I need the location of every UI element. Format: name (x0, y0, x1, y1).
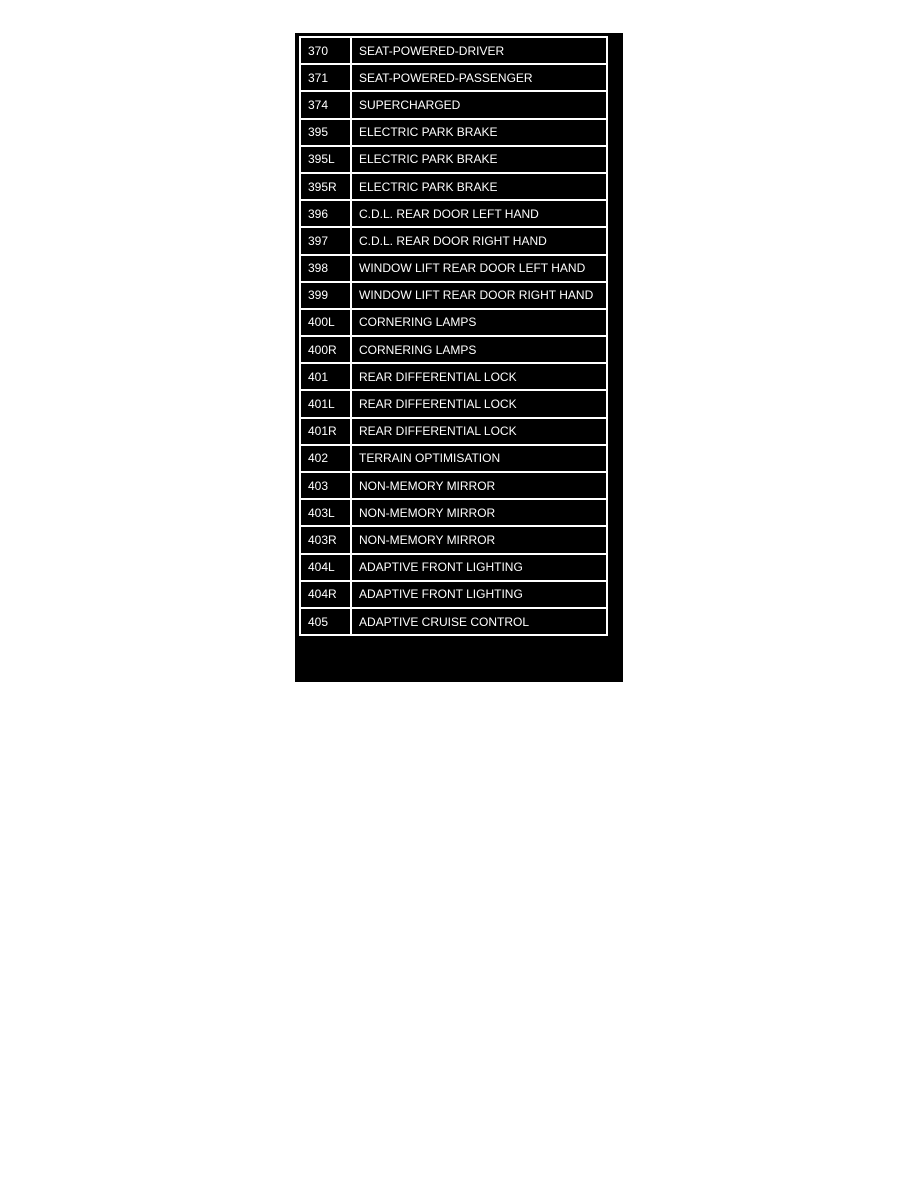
option-description-cell: WINDOW LIFT REAR DOOR RIGHT HAND (351, 282, 607, 309)
table-row (300, 255, 607, 282)
table-row (300, 608, 607, 635)
option-code-cell: 404L (300, 554, 351, 581)
option-description-cell: SEAT-POWERED-DRIVER (351, 37, 607, 64)
table-row (300, 119, 607, 146)
table-row (300, 390, 607, 417)
option-code-cell: 401R (300, 418, 351, 445)
code-table-panel (295, 33, 623, 682)
option-description-cell: REAR DIFFERENTIAL LOCK (351, 418, 607, 445)
table-row (300, 282, 607, 309)
option-code-cell: 404R (300, 581, 351, 608)
option-code-cell: 395R (300, 173, 351, 200)
table-row (300, 200, 607, 227)
option-description-cell: TERRAIN OPTIMISATION (351, 445, 607, 472)
table-row (300, 418, 607, 445)
table-row (300, 472, 607, 499)
option-code-cell: 399 (300, 282, 351, 309)
option-description-cell: ADAPTIVE FRONT LIGHTING (351, 554, 607, 581)
option-description-cell: CORNERING LAMPS (351, 309, 607, 336)
option-description-cell: REAR DIFFERENTIAL LOCK (351, 390, 607, 417)
option-description-cell: C.D.L. REAR DOOR LEFT HAND (351, 200, 607, 227)
option-description-cell: ELECTRIC PARK BRAKE (351, 146, 607, 173)
option-code-cell: 405 (300, 608, 351, 635)
table-row (300, 173, 607, 200)
option-description-cell: SUPERCHARGED (351, 91, 607, 118)
table-row (300, 227, 607, 254)
table-row (300, 363, 607, 390)
option-description-cell: NON-MEMORY MIRROR (351, 526, 607, 553)
option-code-cell: 403 (300, 472, 351, 499)
option-description-cell: CORNERING LAMPS (351, 336, 607, 363)
table-row (300, 64, 607, 91)
option-description-cell: ELECTRIC PARK BRAKE (351, 173, 607, 200)
table-row (300, 526, 607, 553)
option-description-cell: ADAPTIVE FRONT LIGHTING (351, 581, 607, 608)
option-code-cell: 397 (300, 227, 351, 254)
option-code-cell: 403R (300, 526, 351, 553)
option-description-cell: ELECTRIC PARK BRAKE (351, 119, 607, 146)
option-code-cell: 395 (300, 119, 351, 146)
option-code-cell: 396 (300, 200, 351, 227)
option-code-cell: 398 (300, 255, 351, 282)
table-row (300, 581, 607, 608)
option-description-cell: ADAPTIVE CRUISE CONTROL (351, 608, 607, 635)
table-row (300, 146, 607, 173)
option-description-cell: C.D.L. REAR DOOR RIGHT HAND (351, 227, 607, 254)
option-code-cell: 374 (300, 91, 351, 118)
option-description-cell: WINDOW LIFT REAR DOOR LEFT HAND (351, 255, 607, 282)
option-code-cell: 395L (300, 146, 351, 173)
option-description-cell: NON-MEMORY MIRROR (351, 499, 607, 526)
table-body (300, 37, 607, 635)
table-row (300, 309, 607, 336)
option-description-cell: NON-MEMORY MIRROR (351, 472, 607, 499)
table-row (300, 37, 607, 64)
option-code-cell: 401 (300, 363, 351, 390)
option-description-cell: SEAT-POWERED-PASSENGER (351, 64, 607, 91)
option-code-cell: 401L (300, 390, 351, 417)
table-row (300, 336, 607, 363)
option-code-cell: 400R (300, 336, 351, 363)
option-code-cell: 371 (300, 64, 351, 91)
option-description-cell: REAR DIFFERENTIAL LOCK (351, 363, 607, 390)
table-row (300, 445, 607, 472)
option-code-table (299, 36, 608, 636)
table-row (300, 91, 607, 118)
table-row (300, 499, 607, 526)
table-row (300, 554, 607, 581)
option-code-cell: 370 (300, 37, 351, 64)
option-code-cell: 402 (300, 445, 351, 472)
option-code-cell: 400L (300, 309, 351, 336)
option-code-cell: 403L (300, 499, 351, 526)
